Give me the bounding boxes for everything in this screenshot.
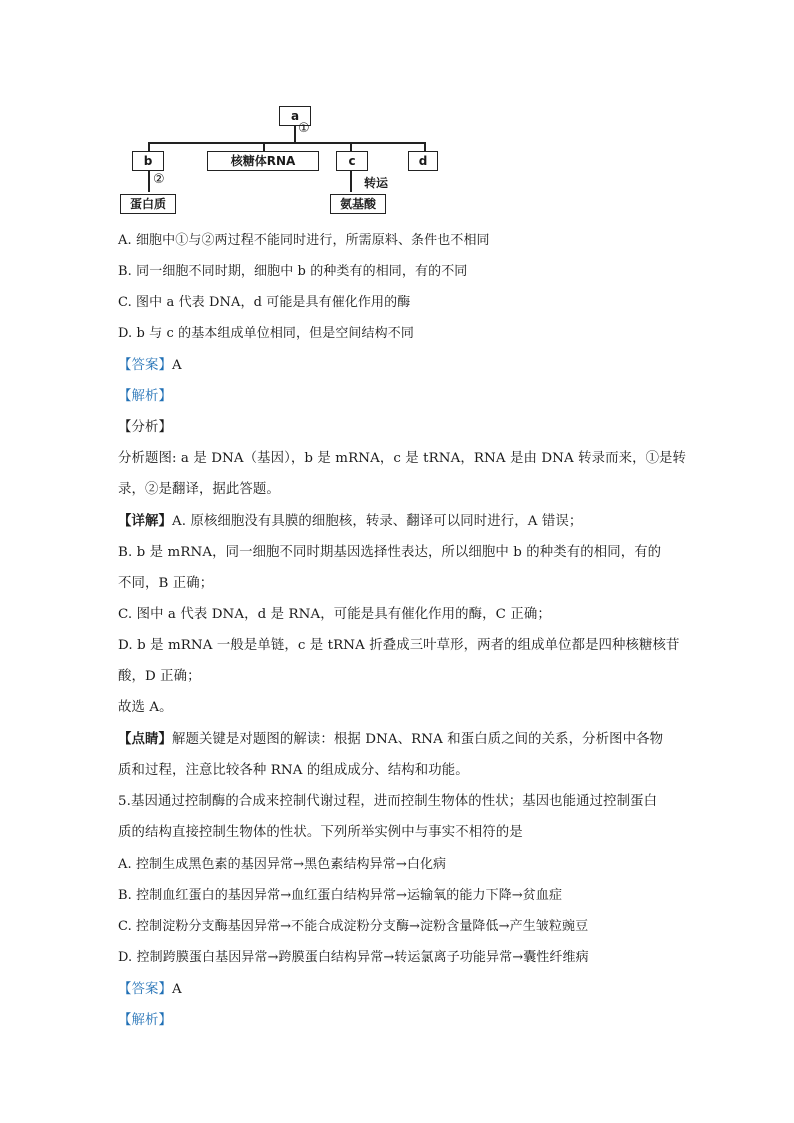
q4-detail-b-2: 不同，B 正确； [118, 576, 214, 591]
q4-fenxi-line-1: 分析题图: a 是 DNA（基因），b 是 mRNA，c 是 tRNA，RNA 是由 DNA 转录而来，①是转 [118, 451, 687, 466]
connector-line [148, 170, 150, 192]
q4-dianjing-1 [118, 728, 663, 747]
q5-option-b: B. 控制血红蛋白的基因异常→血红蛋白结构异常→运输氧的能力下降→贫血症 [118, 888, 563, 903]
q5-answer-line [118, 978, 182, 997]
q4-answer-line [118, 354, 182, 373]
q4-dianjing-2: 质和过程，注意比较各种 RNA 的组成成分、结构和功能。 [118, 763, 469, 778]
detail-a-text: A. 原核细胞没有具膜的细胞核，转录、翻译可以同时进行，A 错误； [171, 514, 583, 529]
step-1-label: ① [298, 121, 310, 136]
detail-tag: 【详解】 [118, 513, 172, 529]
dianjing-text: 解题关键是对题图的解读：根据 DNA、RNA 和蛋白质之间的关系，分析图中各物 [171, 732, 664, 747]
q5-stem-2: 质的结构直接控制生物体的性状。下列所举实例中与事实不相符的是 [118, 825, 523, 840]
step-2-label: ② [153, 172, 165, 187]
q4-detail-d-1: D. b 是 mRNA 一般是单链，c 是 tRNA 折叠成三叶草形，两者的组成单位都是四种核糖核苷 [118, 638, 680, 653]
answer-value: A [171, 982, 182, 997]
q4-fenxi-line-2: 录，②是翻译，据此答题。 [118, 482, 280, 497]
diagram-box-rrna: 核糖体RNA [207, 151, 319, 171]
q5-stem-1: 5.基因通过控制酶的合成来控制代谢过程，进而控制生物体的性状；基因也能通过控制蛋白 [118, 794, 658, 809]
q4-detail-a [118, 510, 582, 529]
q5-option-d: D. 控制跨膜蛋白基因异常→跨膜蛋白结构异常→转运氯离子功能异常→囊性纤维病 [118, 950, 589, 965]
q4-option-d: D. b 与 c 的基本组成单位相同，但是空间结构不同 [118, 326, 414, 341]
connector-line [350, 170, 352, 192]
connector-line [148, 142, 426, 144]
q5-analysis-tag: 【解析】 [118, 1013, 172, 1028]
diagram-box-amino-acid: 氨基酸 [330, 194, 386, 214]
q4-analysis-tag: 【解析】 [118, 389, 172, 404]
diagram-box-d: d [408, 151, 438, 171]
q4-detail-c: C. 图中 a 代表 DNA，d 是 RNA，可能是具有催化作用的酶，C 正确； [118, 607, 551, 622]
q4-choose: 故选 A。 [118, 700, 173, 715]
answer-tag: 【答案】 [118, 982, 172, 997]
diagram-box-protein: 蛋白质 [120, 194, 176, 214]
q5-option-c: C. 控制淀粉分支酶基因异常→不能合成淀粉分支酶→淀粉含量降低→产生皱粒豌豆 [118, 919, 589, 934]
answer-value: A [171, 358, 182, 373]
q4-detail-b-1: B. b 是 mRNA，同一细胞不同时期基因选择性表达，所以细胞中 b 的种类有的相同，有的 [118, 545, 662, 560]
q4-detail-d-2: 酸，D 正确； [118, 669, 201, 684]
answer-tag: 【答案】 [118, 358, 172, 373]
diagram-box-a: a [279, 106, 311, 126]
transport-label: 转运 [364, 176, 389, 190]
q4-fenxi-tag: 【分析】 [118, 420, 172, 435]
q5-option-a: A. 控制生成黑色素的基因异常→黑色素结构异常→白化病 [118, 857, 447, 872]
diagram-box-b: b [132, 151, 164, 171]
gene-expression-diagram [0, 0, 794, 230]
diagram-box-c: c [336, 151, 368, 171]
q4-option-a: A. 细胞中①与②两过程不能同时进行，所需原料、条件也不相同 [118, 233, 490, 248]
connector-line [294, 125, 296, 143]
dianjing-tag: 【点睛】 [118, 731, 172, 747]
q4-option-c: C. 图中 a 代表 DNA，d 可能是具有催化作用的酶 [118, 295, 411, 310]
q4-option-b: B. 同一细胞不同时期，细胞中 b 的种类有的相同，有的不同 [118, 264, 468, 279]
